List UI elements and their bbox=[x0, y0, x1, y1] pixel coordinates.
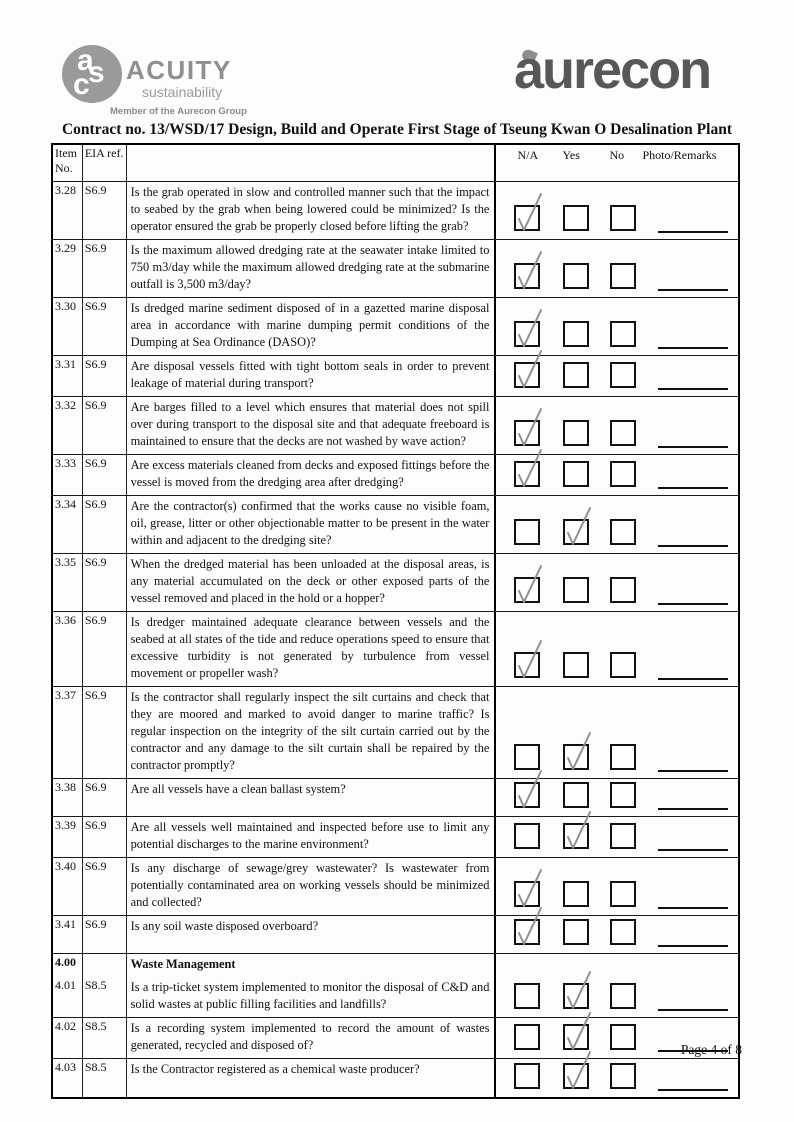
answer-cell bbox=[496, 612, 738, 686]
eia-ref: S6.9 bbox=[83, 397, 127, 454]
checkbox-yes[interactable] bbox=[563, 652, 589, 678]
remarks-line bbox=[658, 849, 728, 851]
answer-cell bbox=[496, 977, 738, 1017]
question-text: Is the Contractor registered as a chemical waste producer? bbox=[127, 1059, 497, 1097]
acuity-logo-caption: Member of the Aurecon Group bbox=[110, 106, 247, 117]
remarks-line bbox=[658, 603, 728, 605]
table-row-3.41 bbox=[53, 916, 738, 954]
eia-ref: S6.9 bbox=[83, 455, 127, 495]
checkbox-no[interactable] bbox=[610, 263, 636, 289]
tick-mark-icon bbox=[512, 448, 544, 492]
checkbox-na[interactable] bbox=[514, 263, 540, 289]
item-no: 3.39 bbox=[53, 817, 83, 857]
table-row-3.36 bbox=[53, 612, 738, 687]
checkbox-na[interactable] bbox=[514, 919, 540, 945]
eia-ref: S6.9 bbox=[83, 858, 127, 915]
answer-cell bbox=[496, 356, 738, 396]
table-row-4.03 bbox=[53, 1059, 738, 1097]
eia-ref: S6.9 bbox=[83, 298, 127, 355]
remarks-line bbox=[658, 945, 728, 947]
item-no: 3.41 bbox=[53, 916, 83, 953]
remarks-line bbox=[658, 347, 728, 349]
aurecon-logo bbox=[514, 40, 744, 106]
checkbox-yes[interactable] bbox=[563, 881, 589, 907]
tick-mark-icon bbox=[512, 769, 544, 813]
checklist-table bbox=[51, 143, 740, 1099]
col-header-photo-remarks: Photo/Remarks bbox=[642, 148, 717, 162]
checkbox-yes[interactable] bbox=[563, 420, 589, 446]
answer-cell bbox=[496, 496, 738, 553]
checkbox-no[interactable] bbox=[610, 1024, 636, 1050]
checkbox-yes[interactable] bbox=[563, 205, 589, 231]
answer-cell bbox=[496, 687, 738, 778]
checkbox-no[interactable] bbox=[610, 919, 636, 945]
checkbox-na[interactable] bbox=[514, 823, 540, 849]
asc-monogram-icon bbox=[62, 45, 122, 103]
item-no: 3.29 bbox=[53, 240, 83, 297]
remarks-line bbox=[658, 231, 728, 233]
question-text: Is a trip-ticket system implemented to monitor the disposal of C&D and solid wastes at public filling facilities and landfills? bbox=[127, 977, 497, 1017]
table-row-3.34 bbox=[53, 496, 738, 554]
table-header-row bbox=[53, 145, 738, 182]
remarks-line bbox=[658, 1089, 728, 1091]
checkbox-na[interactable] bbox=[514, 782, 540, 808]
acuity-logo-name: ACUITY bbox=[126, 55, 232, 85]
checkbox-na[interactable] bbox=[514, 519, 540, 545]
tick-mark-icon bbox=[512, 407, 544, 451]
checkbox-na[interactable] bbox=[514, 881, 540, 907]
tick-mark-icon bbox=[561, 1050, 593, 1094]
col-header-item-line2: No. bbox=[55, 161, 73, 175]
checkbox-yes[interactable] bbox=[563, 1024, 589, 1050]
tick-mark-icon bbox=[512, 308, 544, 352]
checkbox-yes[interactable] bbox=[563, 461, 589, 487]
table-row-3.32 bbox=[53, 397, 738, 455]
item-no: 3.32 bbox=[53, 397, 83, 454]
checkbox-no[interactable] bbox=[610, 519, 636, 545]
table-row-3.31 bbox=[53, 356, 738, 397]
answer-cell bbox=[496, 916, 738, 953]
remarks-line bbox=[658, 770, 728, 772]
item-no: 3.31 bbox=[53, 356, 83, 396]
checkbox-yes[interactable] bbox=[563, 983, 589, 1009]
question-text: Are excess materials cleaned from decks and exposed fittings before the vessel is moved from the dredging area after dredging? bbox=[127, 455, 497, 495]
table-row-4.02 bbox=[53, 1018, 738, 1059]
checkbox-na[interactable] bbox=[514, 205, 540, 231]
item-no: 4.02 bbox=[53, 1018, 83, 1058]
checkbox-yes[interactable] bbox=[563, 519, 589, 545]
table-row-3.33 bbox=[53, 455, 738, 496]
question-text: Are all vessels well maintained and inspected before use to limit any potential discharges to the marine environment? bbox=[127, 817, 497, 857]
eia-ref: S6.9 bbox=[83, 687, 127, 778]
acuity-logo-subtitle: sustainability bbox=[142, 84, 223, 100]
checkbox-yes[interactable] bbox=[563, 321, 589, 347]
remarks-line bbox=[658, 446, 728, 448]
item-no: 3.36 bbox=[53, 612, 83, 686]
checkbox-na[interactable] bbox=[514, 321, 540, 347]
checkbox-no[interactable] bbox=[610, 652, 636, 678]
remarks-line bbox=[658, 808, 728, 810]
tick-mark-icon bbox=[561, 731, 593, 775]
table-row-3.29 bbox=[53, 240, 738, 298]
remarks-line bbox=[658, 678, 728, 680]
eia-ref: S6.9 bbox=[83, 496, 127, 553]
checkbox-na[interactable] bbox=[514, 1063, 540, 1089]
checkbox-no[interactable] bbox=[610, 744, 636, 770]
checkbox-yes[interactable] bbox=[563, 1063, 589, 1089]
item-no: 3.40 bbox=[53, 858, 83, 915]
checkbox-na[interactable] bbox=[514, 1024, 540, 1050]
answer-cell bbox=[496, 240, 738, 297]
remarks-line bbox=[658, 388, 728, 390]
col-header-yes: Yes bbox=[562, 148, 580, 162]
tick-mark-icon bbox=[512, 192, 544, 236]
tick-mark-icon bbox=[512, 564, 544, 608]
checkbox-na[interactable] bbox=[514, 652, 540, 678]
item-no: 4.03 bbox=[53, 1059, 83, 1097]
remarks-line bbox=[658, 545, 728, 547]
table-row-3.30 bbox=[53, 298, 738, 356]
checkbox-no[interactable] bbox=[610, 461, 636, 487]
question-text: Is dredged marine sediment disposed of in a gazetted marine disposal area in accordance with marine dumping permit conditions of the Dumping at Sea Ordinance (DASO)? bbox=[127, 298, 497, 355]
question-text: Are disposal vessels fitted with tight bottom seals in order to prevent leakage of material during transport? bbox=[127, 356, 497, 396]
checkbox-na[interactable] bbox=[514, 577, 540, 603]
checkbox-no[interactable] bbox=[610, 321, 636, 347]
eia-ref: S6.9 bbox=[83, 240, 127, 297]
col-header-question bbox=[127, 145, 497, 181]
question-text: Is the contractor shall regularly inspect the silt curtains and check that they are moored and marked to avoid danger to marine traffic? Is regular inspection on the integrity of the silt curtain carried out by the contractor and any damage to the silt curtain shall be repaired by the contractor promptly? bbox=[127, 687, 497, 778]
tick-mark-icon bbox=[512, 639, 544, 683]
eia-ref bbox=[83, 954, 127, 977]
checkbox-no[interactable] bbox=[610, 983, 636, 1009]
table-row-3.35 bbox=[53, 554, 738, 612]
eia-ref: S8.5 bbox=[83, 1059, 127, 1097]
tick-mark-icon bbox=[512, 250, 544, 294]
checkbox-na[interactable] bbox=[514, 983, 540, 1009]
page-number: Page 4 of 8 bbox=[680, 1042, 742, 1057]
remarks-line bbox=[658, 1009, 728, 1011]
table-row-3.40 bbox=[53, 858, 738, 916]
checkbox-yes[interactable] bbox=[563, 577, 589, 603]
monogram-letter-a: a bbox=[77, 45, 94, 77]
table-row-3.38 bbox=[53, 779, 738, 817]
eia-ref: S6.9 bbox=[83, 779, 127, 816]
eia-ref: S8.5 bbox=[83, 977, 127, 1017]
checkbox-yes[interactable] bbox=[563, 823, 589, 849]
eia-ref: S6.9 bbox=[83, 356, 127, 396]
question-text: Is the maximum allowed dredging rate at the seawater intake limited to 750 m3/day while the maximum allowed dredging rate at the submarine outfall is 3,500 m3/day? bbox=[127, 240, 497, 297]
col-header-item-line1: Item bbox=[55, 146, 77, 160]
checkbox-no[interactable] bbox=[610, 823, 636, 849]
remarks-line bbox=[658, 907, 728, 909]
question-text: When the dredged material has been unloaded at the disposal areas, is any material accumulated on the deck or other exposed parts of the vessel removed and placed in the hold or a hopper? bbox=[127, 554, 497, 611]
eia-ref: S8.5 bbox=[83, 1018, 127, 1058]
contract-title: Contract no. 13/WSD/17 Design, Build and Operate First Stage of Tseung Kwan O Desalination Plant bbox=[61, 121, 732, 138]
col-header-answers bbox=[496, 145, 738, 181]
table-body bbox=[53, 182, 738, 1097]
answer-cell bbox=[496, 182, 738, 239]
item-no: 3.28 bbox=[53, 182, 83, 239]
checkbox-no[interactable] bbox=[610, 881, 636, 907]
monogram-letter-c: c bbox=[73, 68, 90, 101]
checkbox-no[interactable] bbox=[610, 420, 636, 446]
checkbox-yes[interactable] bbox=[563, 782, 589, 808]
eia-ref: S6.9 bbox=[83, 916, 127, 953]
checkbox-no[interactable] bbox=[610, 782, 636, 808]
monogram-letter-s: s bbox=[88, 56, 105, 89]
checkbox-no[interactable] bbox=[610, 362, 636, 388]
tick-mark-icon bbox=[512, 349, 544, 393]
item-no: 4.01 bbox=[53, 977, 83, 1017]
item-no: 3.37 bbox=[53, 687, 83, 778]
tick-mark-icon bbox=[561, 506, 593, 550]
question-text: Are the contractor(s) confirmed that the works cause no visible foam, oil, grease, litter or other objectionable matter to be present in the water within and adjacent to the dredging site? bbox=[127, 496, 497, 553]
question-text: Is any soil waste disposed overboard? bbox=[127, 916, 497, 953]
checkbox-yes[interactable] bbox=[563, 362, 589, 388]
answer-cell bbox=[496, 817, 738, 857]
question-text: Are all vessels have a clean ballast system? bbox=[127, 779, 497, 816]
answer-cell bbox=[496, 779, 738, 816]
eia-ref: S6.9 bbox=[83, 554, 127, 611]
answer-cell bbox=[496, 455, 738, 495]
question-text: Is a recording system implemented to record the amount of wastes generated, recycled and disposed of? bbox=[127, 1018, 497, 1058]
checkbox-no[interactable] bbox=[610, 1063, 636, 1089]
answer-cell bbox=[496, 397, 738, 454]
checkbox-yes[interactable] bbox=[563, 919, 589, 945]
checkbox-yes[interactable] bbox=[563, 263, 589, 289]
acuity-logo bbox=[60, 42, 320, 120]
item-no: 3.33 bbox=[53, 455, 83, 495]
answer-cell bbox=[496, 1059, 738, 1097]
eia-ref: S6.9 bbox=[83, 817, 127, 857]
checkbox-no[interactable] bbox=[610, 577, 636, 603]
col-header-item-no bbox=[53, 145, 83, 181]
checkbox-na[interactable] bbox=[514, 362, 540, 388]
remarks-line bbox=[658, 487, 728, 489]
checkbox-na[interactable] bbox=[514, 461, 540, 487]
eia-ref: S6.9 bbox=[83, 612, 127, 686]
tick-mark-icon bbox=[512, 906, 544, 950]
checkbox-no[interactable] bbox=[610, 205, 636, 231]
item-no: 3.30 bbox=[53, 298, 83, 355]
question-text: Waste Management bbox=[127, 954, 497, 977]
col-header-no: No bbox=[609, 148, 625, 162]
col-header-na: N/A bbox=[517, 148, 539, 162]
table-row-4.01 bbox=[53, 977, 738, 1018]
eia-ref: S6.9 bbox=[83, 182, 127, 239]
tick-mark-icon bbox=[561, 970, 593, 1014]
tick-mark-icon bbox=[561, 810, 593, 854]
checkbox-yes[interactable] bbox=[563, 744, 589, 770]
table-row-4.00 bbox=[53, 954, 738, 977]
question-text: Is dredger maintained adequate clearance between vessels and the seabed at all states of the tide and reduce operations speed to ensure that excessive turbidity is not generated by turbulence from vessel movement or propeller wash? bbox=[127, 612, 497, 686]
item-no: 3.35 bbox=[53, 554, 83, 611]
col-header-eia-ref: EIA ref. bbox=[83, 145, 127, 181]
remarks-line bbox=[658, 289, 728, 291]
item-no: 4.00 bbox=[53, 954, 83, 977]
table-row-3.39 bbox=[53, 817, 738, 858]
item-no: 3.38 bbox=[53, 779, 83, 816]
question-text: Is any discharge of sewage/grey wastewater? Is wastewater from potentially contaminated area on working vessels should be minimized and collected? bbox=[127, 858, 497, 915]
answer-cell bbox=[496, 954, 738, 977]
tick-mark-icon bbox=[561, 1011, 593, 1055]
aurecon-logo-name: aurecon bbox=[514, 40, 711, 100]
checkbox-na[interactable] bbox=[514, 744, 540, 770]
question-text: Are barges filled to a level which ensures that material does not spill over during transport to the disposal site and that adequate freeboard is maintained to ensure that the decks are not washed by wave action? bbox=[127, 397, 497, 454]
question-text: Is the grab operated in slow and controlled manner such that the impact to seabed by the grab when being lowered could be minimized? Is the operator ensured the grab be properly closed before lifting the grab? bbox=[127, 182, 497, 239]
answer-cell bbox=[496, 554, 738, 611]
item-no: 3.34 bbox=[53, 496, 83, 553]
checkbox-na[interactable] bbox=[514, 420, 540, 446]
table-row-3.28 bbox=[53, 182, 738, 240]
table-row-3.37 bbox=[53, 687, 738, 779]
answer-cell bbox=[496, 298, 738, 355]
